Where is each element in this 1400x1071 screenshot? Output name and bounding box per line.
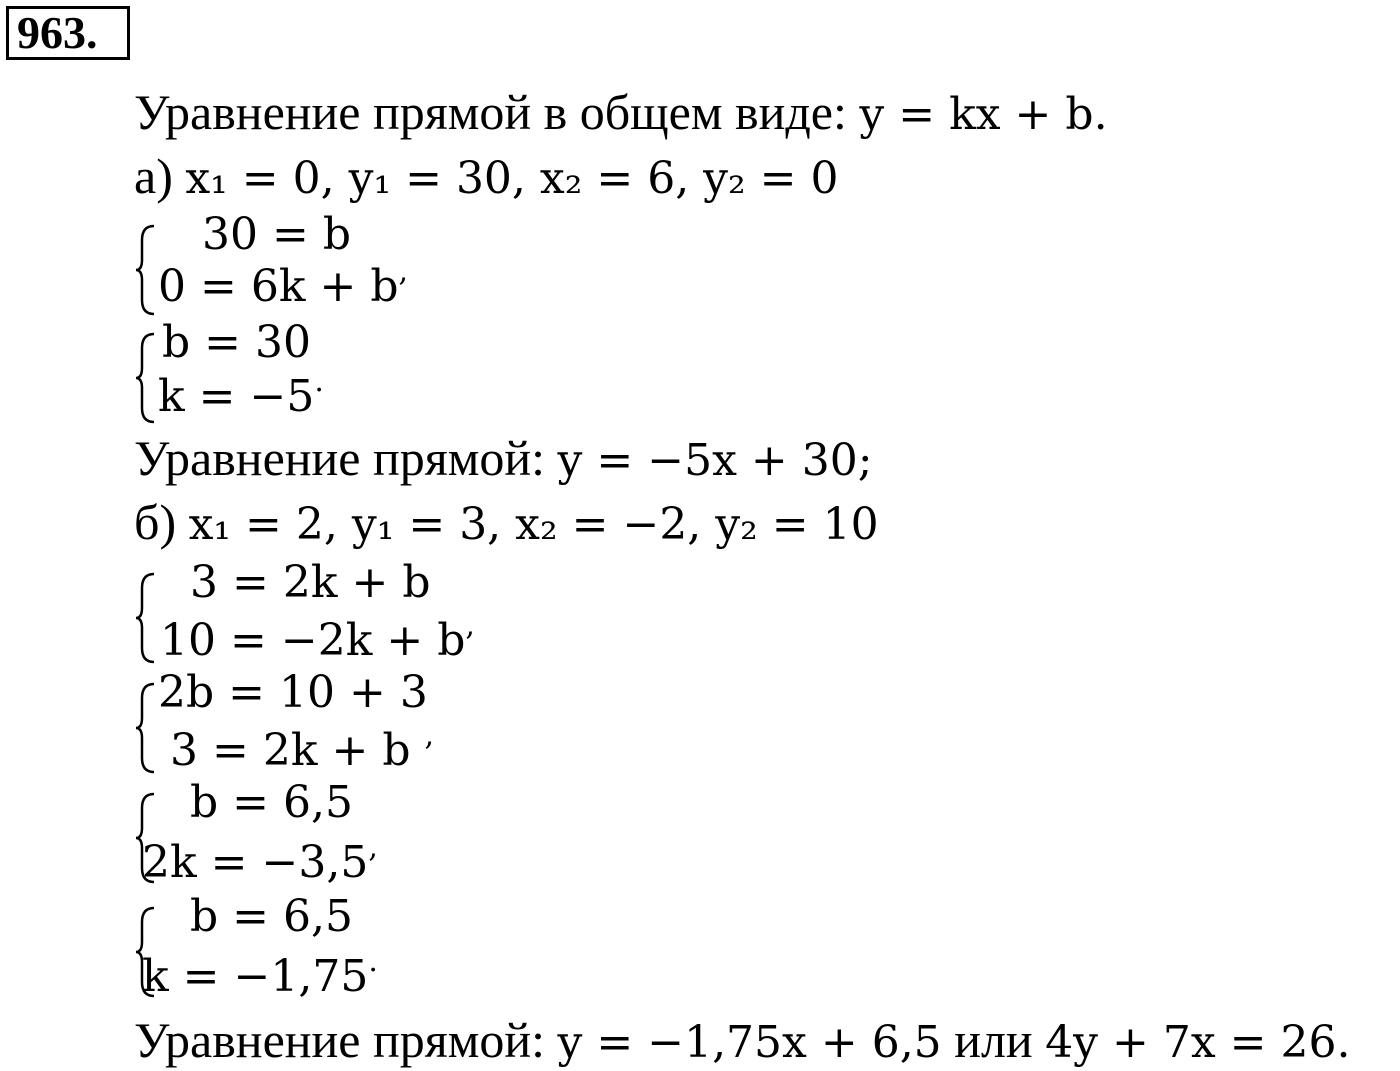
part-b-result-formula-alt: 4y + 7x = 26. xyxy=(1045,1017,1351,1068)
system-row-2: k = −1,75. xyxy=(142,944,378,1002)
intro-line xyxy=(134,84,1108,143)
system-row-1: b = 6,5 xyxy=(190,777,353,828)
brace-icon xyxy=(134,222,158,318)
part-b-system-2 xyxy=(130,668,630,778)
problem-number: 963. xyxy=(6,6,130,60)
part-b-result-or: или xyxy=(941,1012,1046,1068)
system-row-2: 0 = 6k + b, xyxy=(158,254,409,312)
part-a-result-text: Уравнение прямой: xyxy=(134,430,558,486)
brace-icon xyxy=(134,570,158,666)
part-b-system-1 xyxy=(130,558,630,668)
system-row-2: 10 = −2k + b, xyxy=(160,608,475,666)
part-b-given-line xyxy=(134,494,879,553)
part-a-given-line xyxy=(134,148,839,207)
system-row-1: 3 = 2k + b xyxy=(190,557,431,608)
part-b-result-line xyxy=(134,1012,1350,1071)
part-a-given: x₁ = 0, y₁ = 30, x₂ = 6, y₂ = 0 xyxy=(185,153,839,204)
part-b-given: x₁ = 2, y₁ = 3, x₂ = −2, y₂ = 10 xyxy=(188,499,879,550)
system-row-1: 2b = 10 + 3 xyxy=(158,667,428,718)
part-b-result-formula: y = −1,75x + 6,5 xyxy=(557,1017,942,1068)
part-a-result-formula: y = −5x + 30; xyxy=(557,435,873,486)
part-b-label: б) xyxy=(134,494,189,550)
system-row-1: b = 30 xyxy=(162,317,311,368)
part-b-result-text: Уравнение прямой: xyxy=(134,1012,558,1068)
part-b-system-4 xyxy=(130,892,630,1002)
system-row-2: 3 = 2k + b , xyxy=(170,718,435,776)
system-row-1: b = 6,5 xyxy=(190,891,353,942)
part-a-label: а) xyxy=(134,148,186,204)
brace-icon xyxy=(134,330,158,426)
system-row-2: k = −5. xyxy=(158,364,324,422)
general-formula: y = kx + b. xyxy=(859,89,1108,140)
part-b-system-3 xyxy=(130,778,630,888)
system-row-1: 30 = b xyxy=(202,209,351,260)
system-row-2: 2k = −3,5, xyxy=(142,830,378,888)
part-a-system-2 xyxy=(130,318,630,428)
part-a-result-line xyxy=(134,430,873,489)
part-a-system-1 xyxy=(130,210,630,320)
intro-text: Уравнение прямой в общем виде: xyxy=(134,84,860,140)
brace-icon xyxy=(134,680,158,776)
